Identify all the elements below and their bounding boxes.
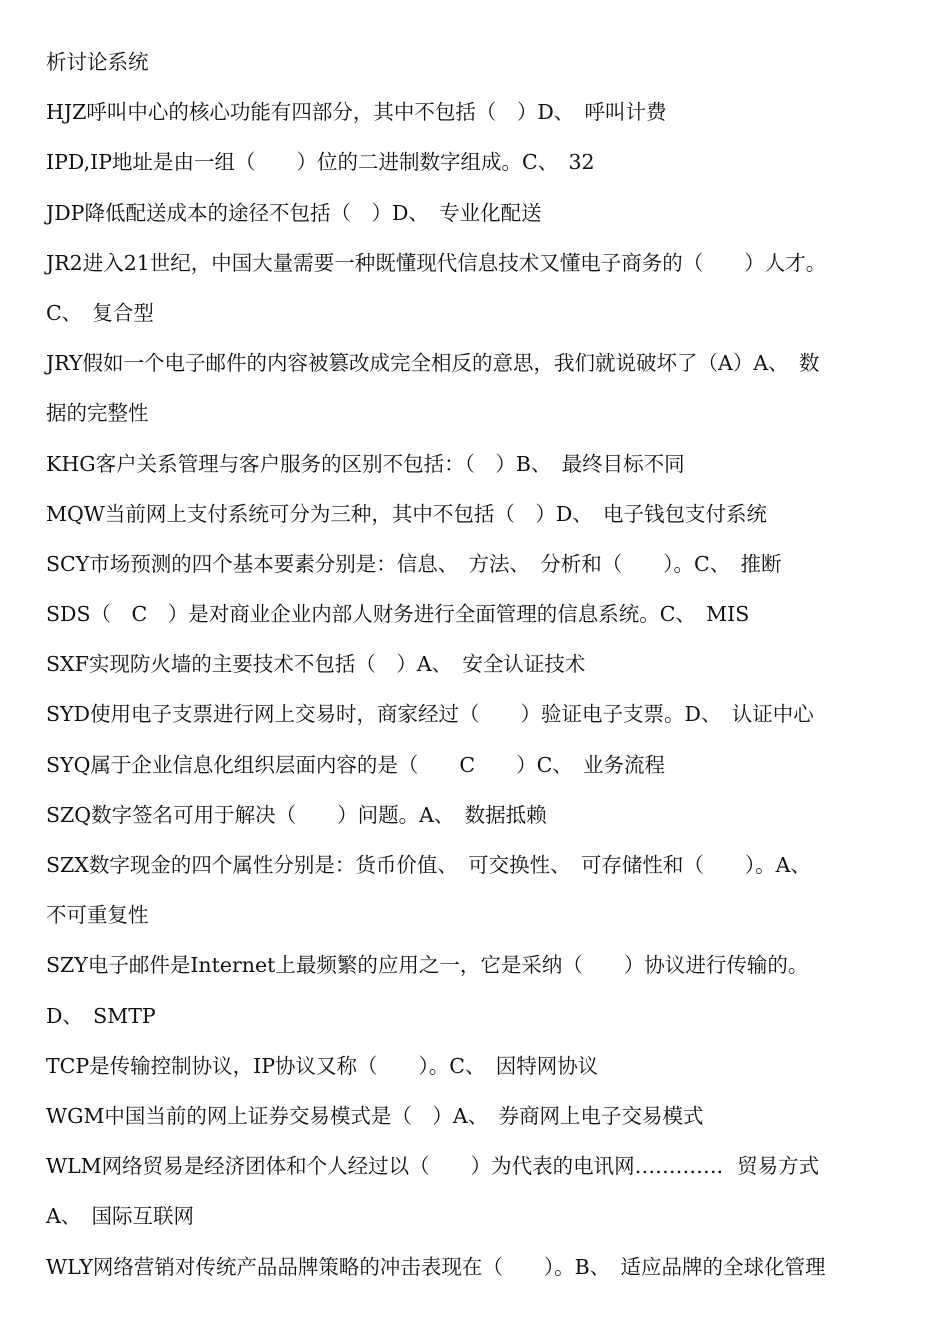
text-line: MQW当前网上支付系统可分为三种，其中不包括（ ）D、 电子钱包支付系统 (46, 501, 768, 526)
text-line: JDP降低配送成本的途径不包括（ ）D、 专业化配送 (46, 200, 542, 225)
text-line: 不可重复性 (46, 903, 149, 928)
text-line: SYD使用电子支票进行网上交易时，商家经过（ ）验证电子支票。D、 认证中心 (46, 702, 814, 727)
document-body (46, 44, 908, 1299)
text-line: SXF实现防火墙的主要技术不包括（ ）A、 安全认证技术 (46, 652, 586, 677)
text-line: IPD,IP地址是由一组（ ）位的二进制数字组成。C、 32 (46, 150, 595, 175)
text-line: KHG客户关系管理与客户服务的区别不包括：（ ）B、 最终目标不同 (46, 451, 685, 476)
text-line: 析讨论系统 (46, 50, 149, 74)
text-line: WGM中国当前的网上证券交易模式是（ ）A、 券商网上电子交易模式 (46, 1103, 704, 1128)
text-line: WLY网络营销对传统产品品牌策略的冲击表现在（ ）。B、 适应品牌的全球化管理 (46, 1254, 826, 1279)
text-line: A、 国际互联网 (46, 1204, 195, 1229)
text-line: TCP是传输控制协议，IP协议又称（ ）。C、 因特网协议 (46, 1053, 599, 1078)
text-line: JR2进入21世纪，中国大量需要一种既懂现代信息技术又懂电子商务的（ ）人才。 (46, 250, 827, 275)
text-line: SZY电子邮件是Internet上最频繁的应用之一，它是采纳（ ）协议进行传输的。 (46, 953, 809, 978)
text-line: SYQ属于企业信息化组织层面内容的是（ C ）C、 业务流程 (46, 752, 666, 777)
text-line: C、 复合型 (46, 300, 154, 325)
text-line: 据的完整性 (46, 401, 149, 426)
text-line: SZX数字现金的四个属性分别是：货币价值、 可交换性、 可存储性和（ ）。A、 (46, 853, 811, 877)
text-line: WLM网络贸易是经济团体和个人经过以（ ）为代表的电讯网…………．贸易方式 (46, 1154, 820, 1179)
text-line: JRY假如一个电子邮件的内容被篡改成完全相反的意思，我们就说破坏了（A）A、 数 (46, 351, 820, 376)
text-line: SCY市场预测的四个基本要素分别是：信息、 方法、 分析和（ ）。C、 推断 (46, 551, 782, 576)
text-line: SDS（ C ）是对商业企业内部人财务进行全面管理的信息系统。C、 MIS (46, 602, 750, 627)
text-line: HJZ呼叫中心的核心功能有四部分，其中不包括（ ）D、 呼叫计费 (46, 100, 667, 125)
text-line: SZQ数字签名可用于解决（ ）问题。A、 数据抵赖 (46, 802, 547, 827)
text-line: D、 SMTP (46, 1003, 156, 1028)
